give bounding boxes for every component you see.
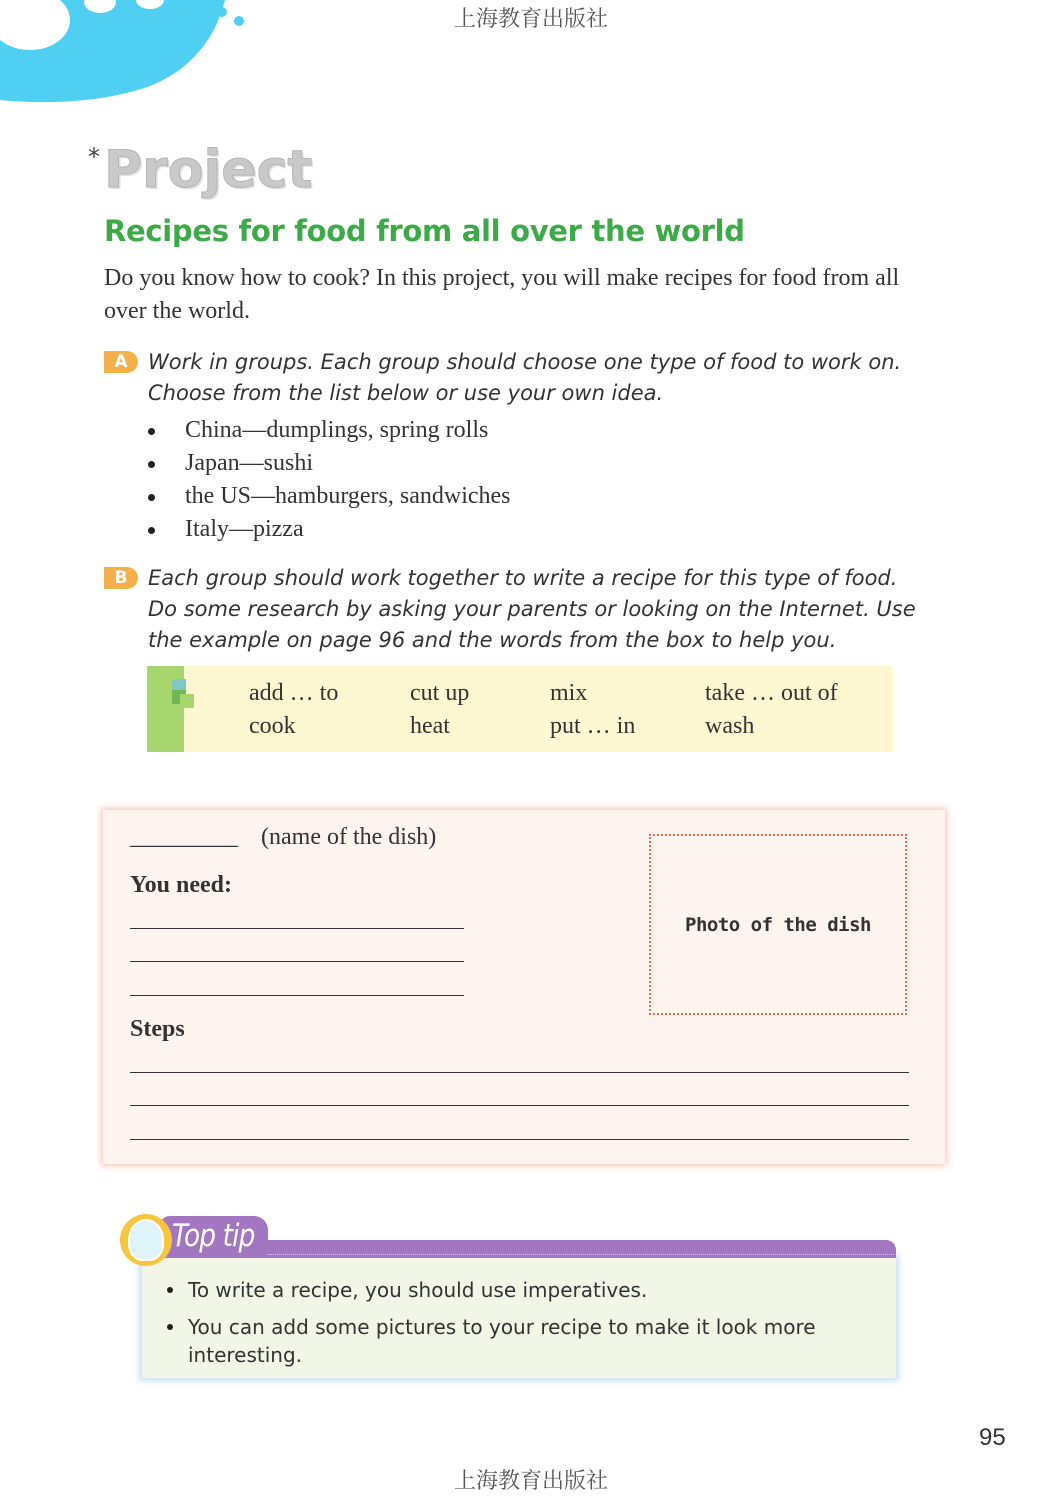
step-line[interactable] <box>130 1139 909 1140</box>
task-b-badge: B <box>104 567 138 589</box>
section-title: Project <box>104 140 313 200</box>
word-item: cut up <box>410 680 470 706</box>
photo-label: Photo of the dish <box>685 913 871 936</box>
task-a-instructions: Work in groups. Each group should choose one type of food to work on. Choose from the list below or use your own idea. <box>148 350 902 405</box>
word-item: put … in <box>550 713 636 739</box>
photo-placeholder[interactable] <box>649 834 907 1015</box>
food-options-list <box>148 414 511 546</box>
step-line[interactable] <box>130 1105 909 1106</box>
publisher-footer: 上海教育出版社 <box>453 1469 608 1494</box>
list-item: You can add some pictures to your recipe to make it look more interesting. <box>164 1313 864 1369</box>
top-tip-list <box>164 1276 864 1378</box>
word-item: heat <box>410 713 450 739</box>
list-item: To write a recipe, you should use imperatives. <box>164 1276 864 1304</box>
word-item: take … out of <box>705 680 838 706</box>
top-tip-divider <box>268 1254 894 1255</box>
list-item: Italy—pizza <box>148 513 511 546</box>
word-box-square-icon <box>180 694 194 708</box>
steps-label: Steps <box>130 1016 185 1042</box>
optional-marker: * <box>88 143 100 171</box>
word-box <box>147 666 893 752</box>
lightbulb-icon <box>120 1214 172 1266</box>
word-item: cook <box>249 713 296 739</box>
dish-name-hint: (name of the dish) <box>261 824 437 850</box>
page-subtitle: Recipes for food from all over the world <box>104 214 745 248</box>
task-b-instructions: Each group should work together to write a recipe for this type of food. Do some research by asking your parents or looking on the Internet. Use the example on page 96 and the words from the box to help you. <box>148 566 916 652</box>
list-item: China—dumplings, spring rolls <box>148 414 511 447</box>
word-item: wash <box>705 713 755 739</box>
page-number: 95 <box>979 1424 1006 1451</box>
dish-name-blank[interactable]: _________ <box>130 824 238 850</box>
top-tip-label: Top tip <box>172 1218 255 1254</box>
decorative-blob <box>0 0 260 110</box>
task-a-badge: A <box>104 351 138 373</box>
publisher-header: 上海教育出版社 <box>453 7 608 32</box>
ingredient-line[interactable] <box>130 928 464 929</box>
ingredient-line[interactable] <box>130 995 464 996</box>
word-item: mix <box>550 680 588 706</box>
list-item: Japan—sushi <box>148 447 511 480</box>
list-item: the US—hamburgers, sandwiches <box>148 480 511 513</box>
word-item: add … to <box>249 680 339 706</box>
recipe-card <box>103 810 945 1164</box>
ingredient-line[interactable] <box>130 961 464 962</box>
you-need-label: You need: <box>130 872 233 898</box>
step-line[interactable] <box>130 1072 909 1073</box>
intro-paragraph: Do you know how to cook? In this project, you will make recipes for food from all over the world. <box>104 265 900 324</box>
